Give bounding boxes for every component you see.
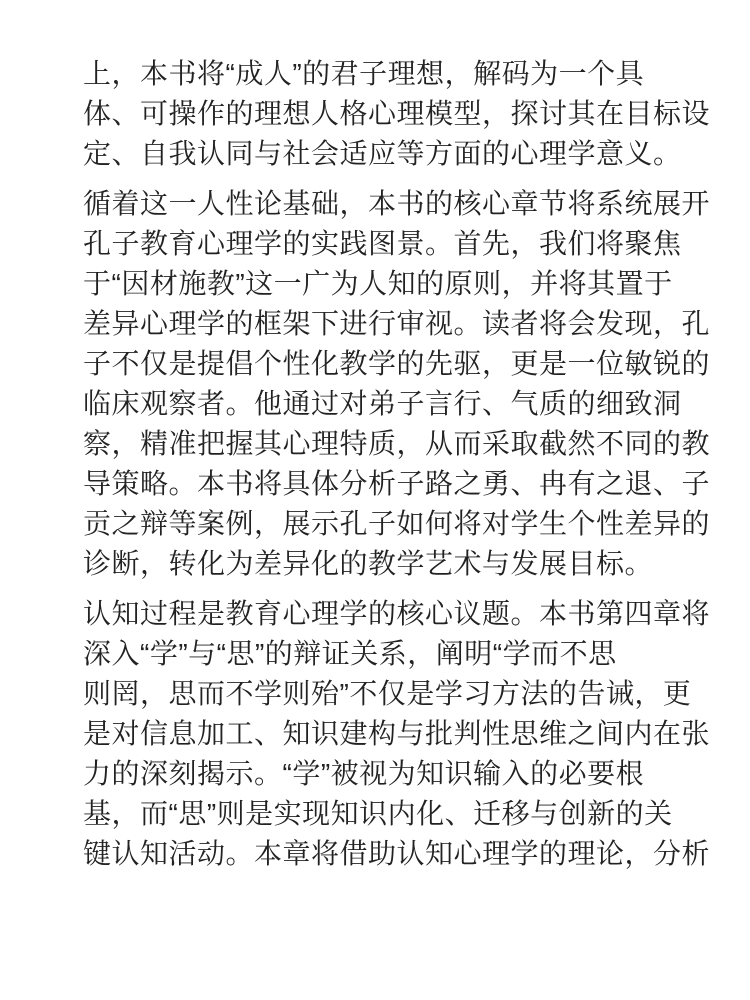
text-line: 诊断，转化为差异化的教学艺术与发展目标。 [83, 548, 654, 579]
text-line: 基，而“思”则是实现知识内化、迁移与创新的关 [83, 798, 673, 829]
text-line: 于“因材施教”这一广为人知的原则，并将其置于 [83, 268, 673, 299]
text-line: 子不仅是提倡个性化教学的先驱，更是一位敏锐的 [83, 348, 711, 379]
text-line: 临床观察者。他通过对弟子言行、气质的细致洞 [83, 388, 682, 419]
text-line: 贡之辩等案例，展示孔子如何将对学生个性差异的 [83, 508, 711, 539]
text-line: 定、自我认同与社会适应等方面的心理学意义。 [83, 138, 682, 169]
text-line: 键认知活动。本章将借助认知心理学的理论，分析 [83, 838, 711, 869]
text-line: 差异心理学的框架下进行审视。读者将会发现，孔 [83, 308, 711, 339]
text-line: 则罔，思而不学则殆”不仅是学习方法的告诫，更 [83, 678, 692, 709]
text-line: 孔子教育心理学的实践图景。首先，我们将聚焦 [83, 228, 682, 259]
document-body [83, 54, 711, 874]
paragraph [83, 184, 711, 584]
text-line: 深入“学”与“思”的辩证关系，阐明“学而不思 [83, 638, 617, 669]
text-line: 导策略。本书将具体分析子路之勇、冉有之退、子 [83, 468, 711, 499]
text-line: 认知过程是教育心理学的核心议题。本书第四章将 [83, 598, 711, 629]
text-line: 察，精准把握其心理特质，从而采取截然不同的教 [83, 428, 711, 459]
text-line: 力的深刻揭示。“学”被视为知识输入的必要根 [83, 758, 645, 789]
text-line: 循着这一人性论基础，本书的核心章节将系统展开 [83, 188, 711, 219]
paragraph [83, 594, 711, 874]
text-line: 是对信息加工、知识建构与批判性思维之间内在张 [83, 718, 711, 749]
paragraph [83, 54, 711, 174]
text-line: 上，本书将“成人”的君子理想，解码为一个具 [83, 58, 645, 89]
text-line: 体、可操作的理想人格心理模型，探讨其在目标设 [83, 98, 711, 129]
